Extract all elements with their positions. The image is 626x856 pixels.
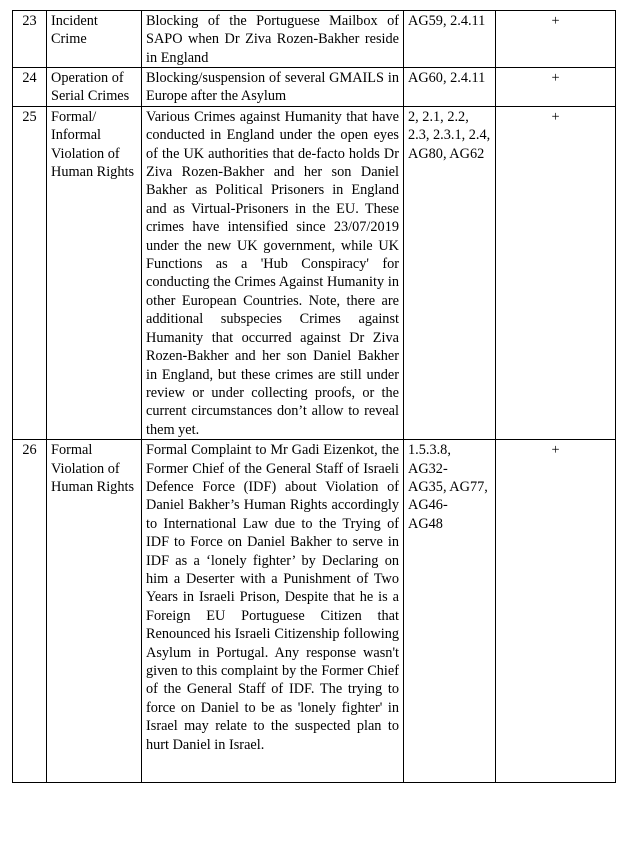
crime-type: Incident Crime bbox=[47, 11, 142, 68]
evidence-reference: 2, 2.1, 2.2, 2.3, 2.3.1, 2.4, AG80, AG62 bbox=[404, 106, 496, 439]
row-number: 26 bbox=[13, 440, 47, 783]
table-row bbox=[13, 11, 616, 68]
status-mark: + bbox=[496, 440, 616, 783]
crime-description-text: Formal Complaint to Mr Gadi Eizenkot, the Former Chief of the General Staff of Israeli Defence Force (IDF) about Violation of Daniel Bakher’s Human Rights accordingly to International Law due to the Trying of IDF to Force on Daniel Bakher to serve in IDF as a ‘lonely fighter’ by Declaring on him a Deserter with a Punishment of Two Years in Israeli Prison, Despite that he is a Foreign EU Portuguese Citizen that Renounced his Israeli Citizenship following Asylum in Portugal. Any response wasn't given to this complaint by the Former Chief of the General Staff of IDF. The trying to force on Daniel to be as 'lonely fighter' in Israel may relate to the suspected plan to hurt Daniel in Israel. bbox=[146, 442, 399, 753]
row-number: 24 bbox=[13, 68, 47, 107]
status-mark: + bbox=[496, 11, 616, 68]
crimes-table bbox=[12, 10, 616, 783]
evidence-reference: 1.5.3.8, AG32- AG35, AG77, AG46- AG48 bbox=[404, 440, 496, 783]
crime-description bbox=[142, 11, 404, 68]
crime-description bbox=[142, 440, 404, 783]
crime-description-text: Blocking of the Portuguese Mailbox of SAPO when Dr Ziva Rozen-Bakher reside in England bbox=[146, 13, 399, 66]
status-mark: + bbox=[496, 68, 616, 107]
row-number: 23 bbox=[13, 11, 47, 68]
evidence-reference: AG60, 2.4.11 bbox=[404, 68, 496, 107]
crime-description: Blocking/suspension of several GMAILS in Europe after the Asylum bbox=[142, 68, 404, 107]
crime-description: Various Crimes against Humanity that have conducted in England under the open eyes of the UK authorities that de-facto holds Dr Ziva Rozen-Bakher and her son Daniel Bakher as Political Prisoners in England and as Virtual-Prisoners in the EU. These crimes have intensified since 23/07/2019 under the new UK government, while UK Functions as a 'Hub Conspiracy' for conducting the Crimes Against Humanity in other European Countries. Note, there are additional subspecies Crimes against Humanity that occurred against Dr Ziva Rozen-Bakher and her son Daniel Bakher in England, but these crimes are still under review or under collecting proofs, or the current circumstances don’t allow to reveal them yet. bbox=[142, 106, 404, 439]
table-row bbox=[13, 106, 616, 439]
crime-type: Formal Violation of Human Rights bbox=[47, 440, 142, 783]
table-row bbox=[13, 440, 616, 783]
status-mark: + bbox=[496, 106, 616, 439]
row-number: 25 bbox=[13, 106, 47, 439]
table-row bbox=[13, 68, 616, 107]
crime-type: Formal/ Informal Violation of Human Rights bbox=[47, 106, 142, 439]
evidence-reference: AG59, 2.4.11 bbox=[404, 11, 496, 68]
crime-type: Operation of Serial Crimes bbox=[47, 68, 142, 107]
